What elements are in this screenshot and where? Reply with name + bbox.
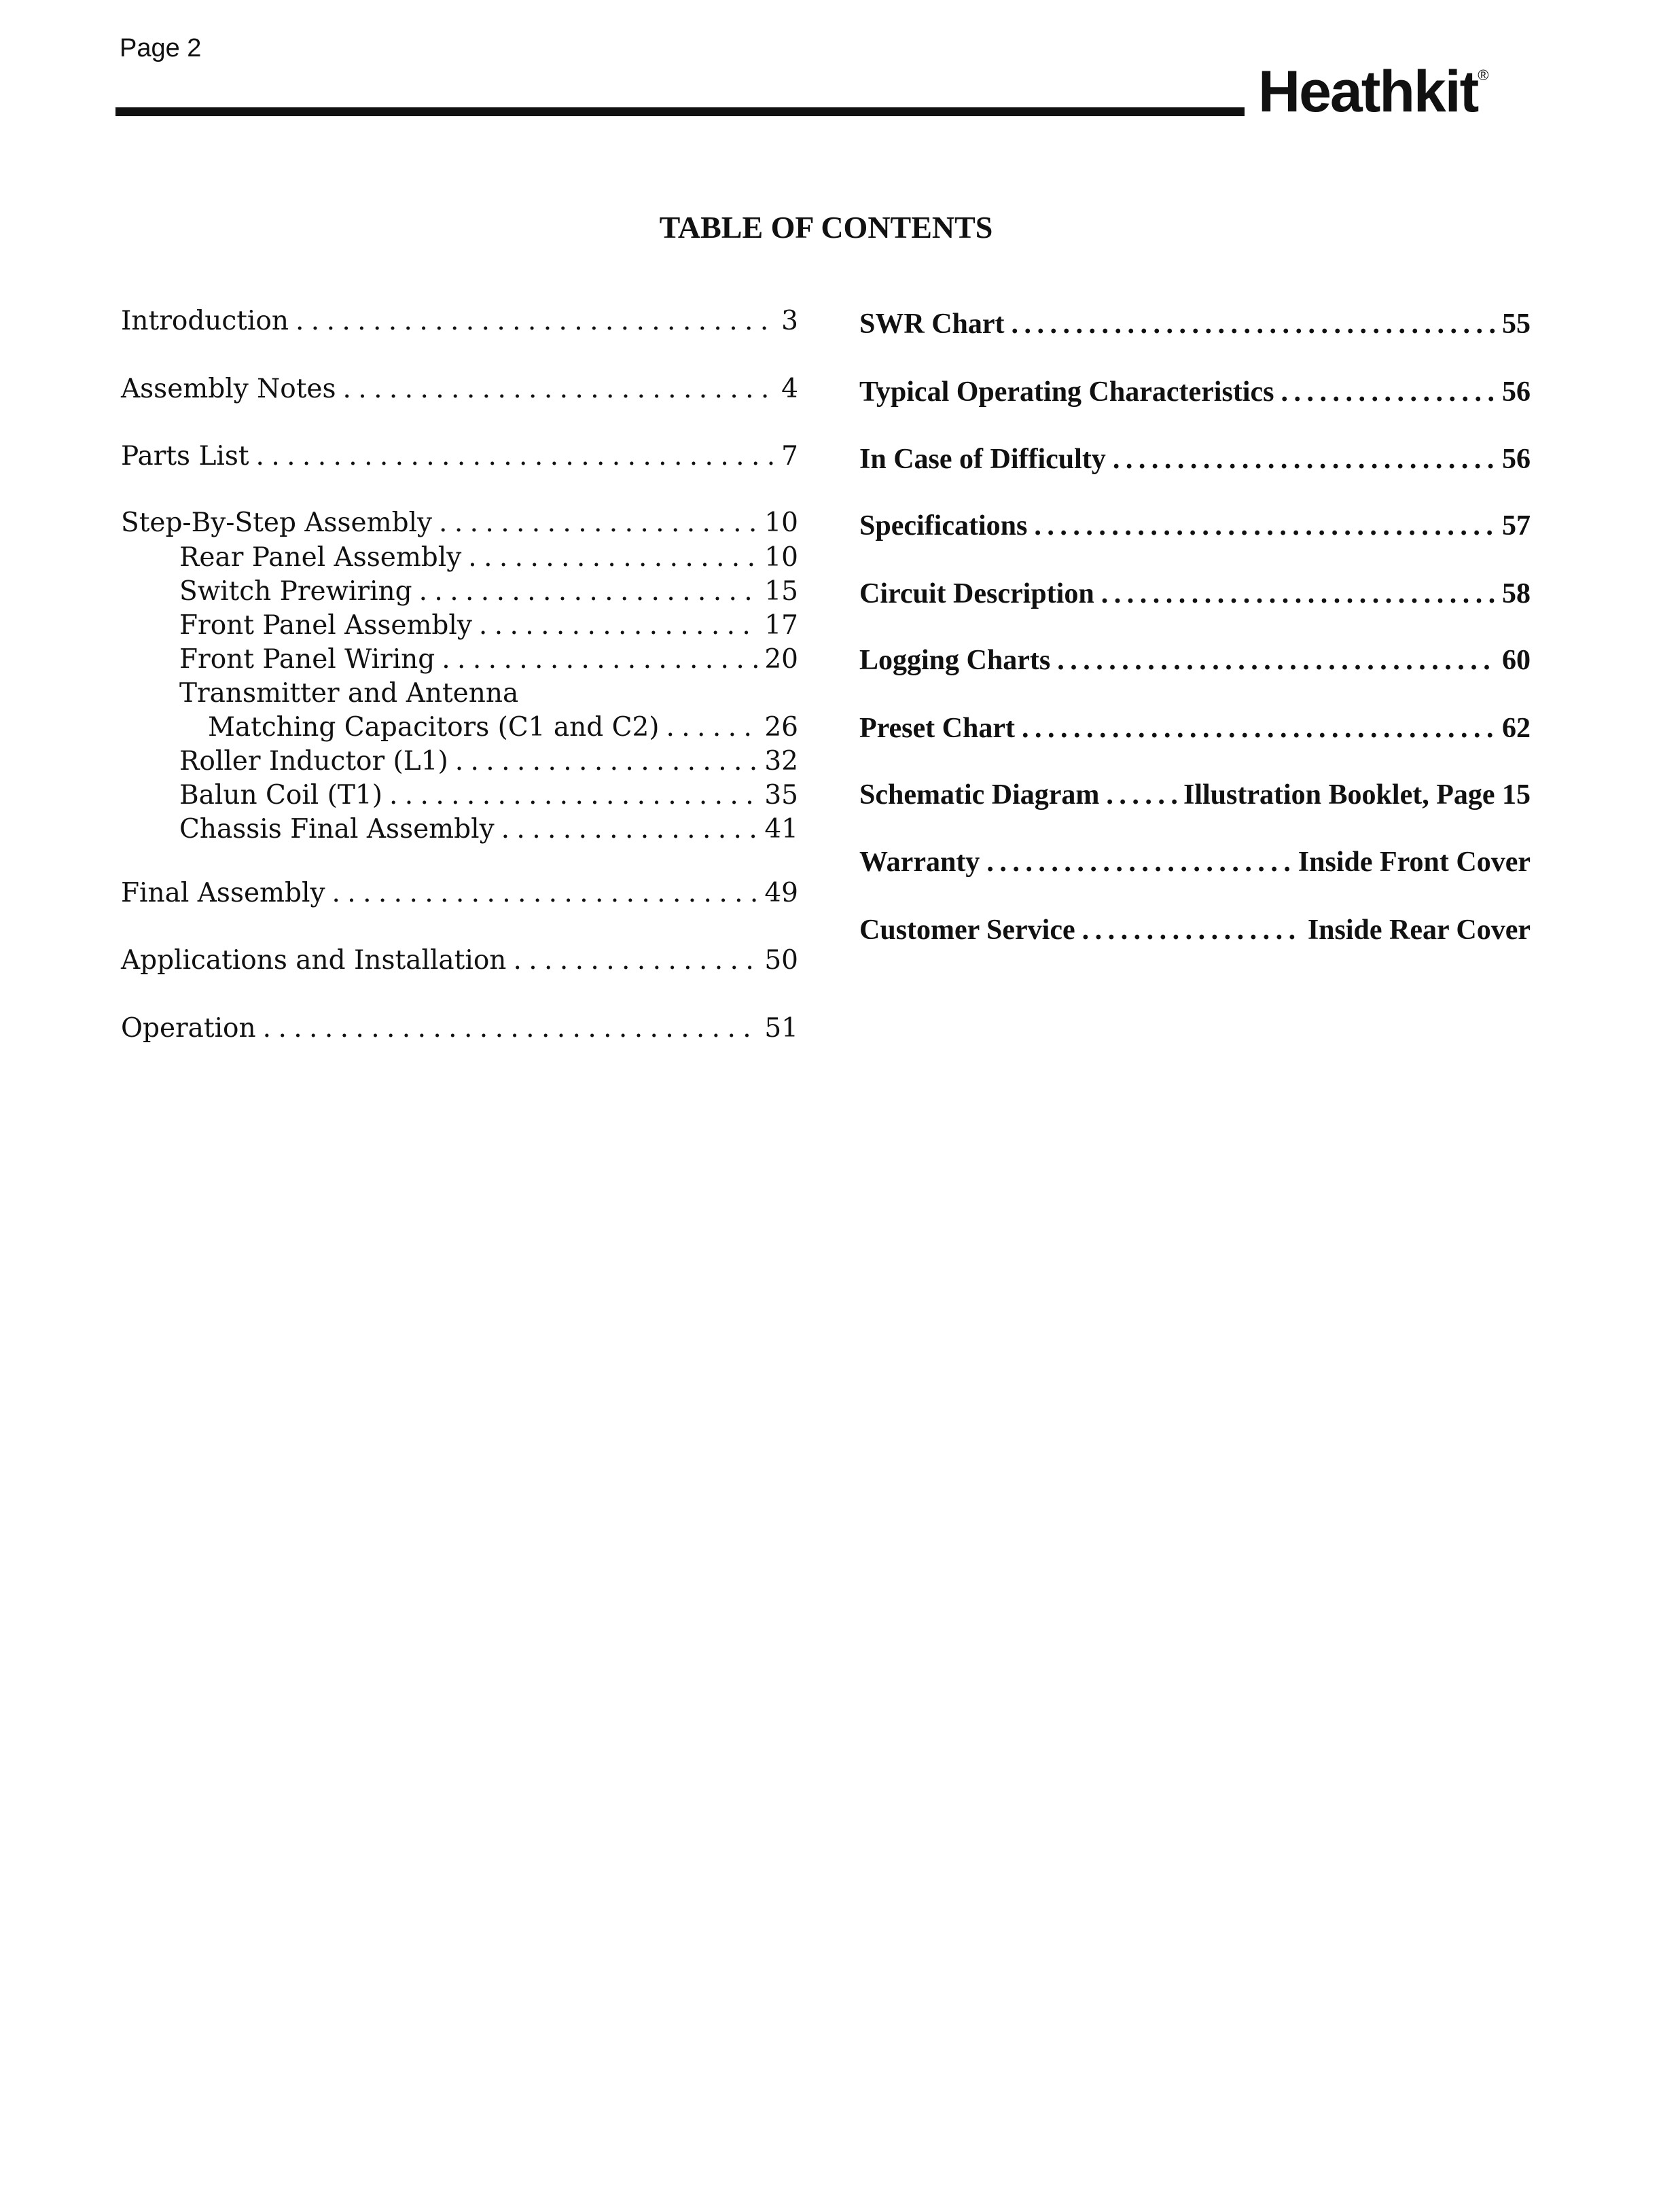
- toc-entry-page: 32: [764, 746, 798, 777]
- toc-entry: [121, 944, 798, 978]
- dot-leader: [986, 845, 1291, 879]
- toc-entry: [859, 375, 1531, 409]
- dot-leader: [1057, 643, 1495, 677]
- toc-entry: [859, 442, 1531, 476]
- dot-leader: [442, 643, 757, 677]
- toc-entry-page: 10: [764, 542, 798, 573]
- dot-leader: [296, 304, 774, 338]
- dot-leader: [1022, 711, 1495, 745]
- toc-entry-page: 3: [781, 306, 798, 336]
- toc-entry: [859, 577, 1531, 611]
- toc-entry-page: Illustration Booklet, Page 15: [1183, 779, 1531, 811]
- toc-entry-title: Operation: [121, 1013, 256, 1044]
- dot-leader: [455, 745, 758, 779]
- toc-entry-page: 57: [1502, 510, 1531, 541]
- toc-entry-title: Introduction: [121, 306, 289, 336]
- toc-entry: [859, 643, 1531, 677]
- toc-entry-page: 49: [764, 878, 798, 908]
- toc-entry-title: Final Assembly: [121, 878, 325, 908]
- toc-entry-title: Matching Capacitors (C1 and C2): [208, 712, 660, 743]
- toc-entry-title: Customer Service: [859, 914, 1075, 946]
- brand-name: Heathkit: [1258, 59, 1478, 124]
- toc-entry-page: 56: [1502, 376, 1531, 408]
- toc-entry-title: Front Panel Wiring: [179, 644, 435, 675]
- page-number: Page 2: [120, 34, 202, 63]
- toc-entry-page: 50: [764, 945, 798, 976]
- toc-entry-title: Parts List: [121, 441, 249, 472]
- toc-entry-page: 55: [1502, 308, 1531, 340]
- dot-leader: [468, 541, 757, 575]
- dot-leader: [479, 609, 757, 643]
- dot-leader: [1082, 913, 1301, 947]
- toc-entry: [121, 304, 798, 338]
- toc-entry-title: Chassis Final Assembly: [179, 814, 495, 845]
- toc-entry-title: Balun Coil (T1): [179, 780, 382, 811]
- toc-entry-title: SWR Chart: [859, 308, 1005, 340]
- toc-entry-page: 26: [764, 712, 798, 743]
- dot-leader: [513, 944, 757, 978]
- toc-entry-title: In Case of Difficulty: [859, 444, 1106, 475]
- toc-entry-page: 41: [764, 814, 798, 845]
- toc-entry: [179, 813, 798, 847]
- dot-leader: [1106, 778, 1177, 812]
- toc-entry-title: Logging Charts: [859, 645, 1051, 676]
- toc-entry: [179, 541, 798, 575]
- toc-entry-title: Roller Inductor (L1): [179, 746, 448, 777]
- toc-entry: [859, 711, 1531, 745]
- toc-entry-page: 15: [764, 576, 798, 607]
- dot-leader: [332, 876, 758, 910]
- toc-entry: [179, 609, 798, 643]
- toc-entry: [121, 372, 798, 406]
- toc-entry: [121, 506, 798, 540]
- toc-entry: [208, 711, 798, 745]
- toc-entry-title: Schematic Diagram: [859, 779, 1100, 811]
- dot-leader: [1113, 442, 1495, 476]
- toc-entry: [859, 509, 1531, 543]
- toc-entry-page: 4: [781, 374, 798, 404]
- dot-leader: [1012, 307, 1495, 341]
- toc-entry: [179, 779, 798, 813]
- toc-entry-page: 17: [764, 610, 798, 641]
- toc-entry: [859, 307, 1531, 341]
- toc-entry-title: Applications and Installation: [121, 945, 507, 976]
- toc-entry-title: Typical Operating Characteristics: [859, 376, 1274, 408]
- dot-leader: [1281, 375, 1495, 409]
- toc-entry: [179, 575, 798, 609]
- toc-entry: [121, 1012, 798, 1046]
- toc-entry-page: 35: [764, 780, 798, 811]
- toc-entry-title: Transmitter and Antenna: [179, 678, 519, 709]
- toc-entry-title: Circuit Description: [859, 578, 1094, 609]
- toc-entry-page: 7: [781, 441, 798, 472]
- dot-leader: [501, 813, 758, 847]
- toc-entry-title: Step-By-Step Assembly: [121, 508, 433, 538]
- toc-entry-title: Specifications: [859, 510, 1028, 541]
- toc-entry-page: 58: [1502, 578, 1531, 609]
- toc-entry-page: 10: [764, 508, 798, 538]
- dot-leader: [256, 440, 775, 474]
- toc-entry-title: Preset Chart: [859, 713, 1015, 744]
- dot-leader: [1034, 509, 1495, 543]
- dot-leader: [343, 372, 775, 406]
- toc-entry: [859, 913, 1531, 947]
- toc-entry-page: Inside Rear Cover: [1307, 914, 1531, 946]
- toc-entry: [121, 876, 798, 910]
- toc-entry: [179, 677, 798, 711]
- toc-entry: [179, 643, 798, 677]
- registered-mark: ®: [1478, 67, 1488, 84]
- toc-entry-title: Assembly Notes: [121, 374, 336, 404]
- page-title: TABLE OF CONTENTS: [659, 210, 993, 245]
- toc-entry-title: Rear Panel Assembly: [179, 542, 462, 573]
- toc-entry-page: 20: [764, 644, 798, 675]
- toc-entry-title: Warranty: [859, 847, 980, 878]
- dot-leader: [389, 779, 757, 813]
- toc-entry-title: Front Panel Assembly: [179, 610, 472, 641]
- toc-entry-page: 60: [1502, 645, 1531, 676]
- toc-entry: [859, 845, 1531, 879]
- dot-leader: [263, 1012, 758, 1046]
- toc-entry: [859, 778, 1531, 812]
- toc-entry-page: Inside Front Cover: [1298, 847, 1531, 878]
- dot-leader: [1101, 577, 1495, 611]
- toc-entry-page: 62: [1502, 713, 1531, 744]
- toc-entry: [121, 440, 798, 474]
- header-rule: [115, 107, 1245, 116]
- toc-entry: [179, 745, 798, 779]
- toc-entry-title: Switch Prewiring: [179, 576, 412, 607]
- toc-entry-page: 51: [764, 1013, 798, 1044]
- heathkit-logo: [1258, 59, 1488, 124]
- dot-leader: [439, 506, 757, 540]
- toc-entry-page: 56: [1502, 444, 1531, 475]
- dot-leader: [419, 575, 758, 609]
- dot-leader: [666, 711, 757, 745]
